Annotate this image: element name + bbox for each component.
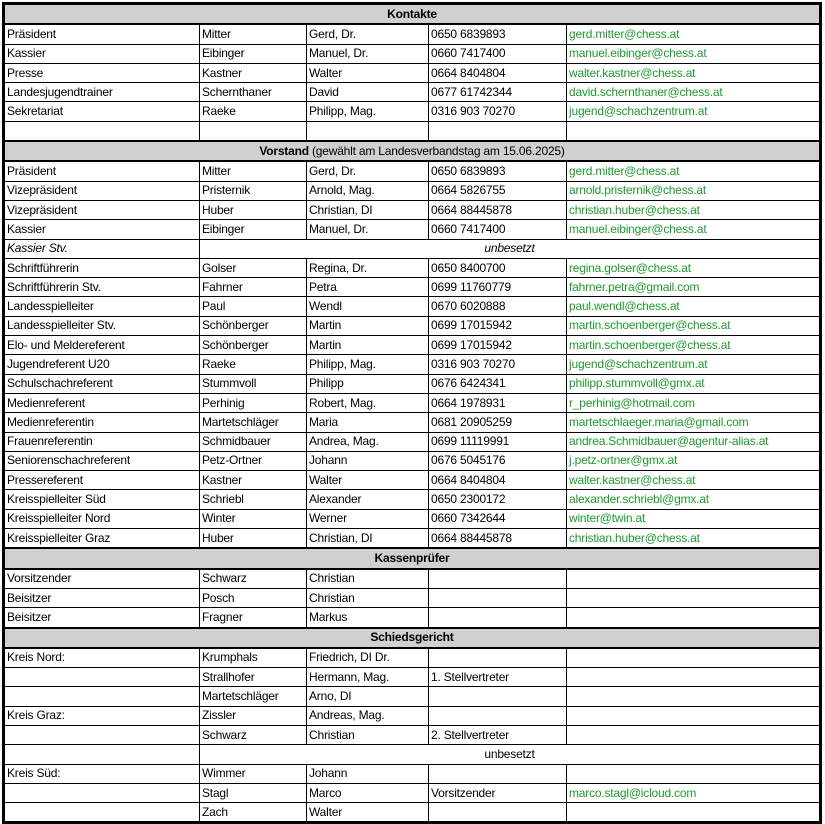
surname-cell: Schönberger: [200, 316, 307, 335]
table-row: [4, 239, 821, 258]
phone-cell: [429, 687, 567, 706]
role-cell: Präsident: [4, 161, 200, 181]
section-title-cell: [4, 548, 821, 568]
phone-cell: 0316 903 70270: [429, 102, 567, 121]
first-name-cell: Marco: [307, 783, 429, 802]
first-name-cell: Christian: [307, 588, 429, 607]
phone-cell: 0699 17015942: [429, 316, 567, 335]
email-cell: [567, 803, 821, 823]
first-name-cell: Philipp, Mag.: [307, 102, 429, 121]
phone-cell: 0664 5826755: [429, 181, 567, 200]
phone-cell: [429, 608, 567, 628]
surname-cell: Eibinger: [200, 44, 307, 63]
role-cell: Sekretariat: [4, 102, 200, 121]
phone-cell: 0660 7342644: [429, 509, 567, 528]
table-row: [4, 687, 821, 706]
role-cell: Pressereferent: [4, 471, 200, 490]
email-cell[interactable]: paul.wendl@chess.at: [567, 297, 821, 316]
table-row: [4, 278, 821, 297]
email-cell[interactable]: manuel.eibinger@chess.at: [567, 220, 821, 239]
email-cell: [567, 706, 821, 725]
email-cell: [567, 764, 821, 783]
first-name-cell: Walter: [307, 803, 429, 823]
table-row: [4, 63, 821, 82]
section-title: Kassenprüfer: [374, 550, 450, 565]
phone-cell: 0699 11119991: [429, 432, 567, 451]
phone-cell: 0650 6839893: [429, 161, 567, 181]
role-cell: Frauenreferentin: [4, 432, 200, 451]
first-name-cell: Walter: [307, 63, 429, 82]
email-cell[interactable]: martin.schoenberger@chess.at: [567, 316, 821, 335]
first-name-cell: Arnold, Mag.: [307, 181, 429, 200]
phone-cell: 0664 8404804: [429, 63, 567, 82]
first-name-cell: Martin: [307, 316, 429, 335]
phone-cell: 0660 7417400: [429, 220, 567, 239]
email-cell[interactable]: christian.huber@chess.at: [567, 529, 821, 549]
role-cell: [4, 687, 200, 706]
phone-cell: 0316 903 70270: [429, 355, 567, 374]
surname-cell: Martetschläger: [200, 413, 307, 432]
surname-cell: Huber: [200, 200, 307, 219]
table-row: [4, 83, 821, 102]
table-row: [4, 648, 821, 668]
first-name-cell: Martin: [307, 336, 429, 355]
table-row: [4, 258, 821, 277]
role-cell: Seniorenschachreferent: [4, 451, 200, 470]
role-cell: [4, 725, 200, 744]
role-cell: Vizepräsident: [4, 200, 200, 219]
surname-cell: Eibinger: [200, 220, 307, 239]
surname-cell: Wimmer: [200, 764, 307, 783]
role-cell: Landesspielleiter Stv.: [4, 316, 200, 335]
table-row: [4, 588, 821, 607]
role-cell: Kassier: [4, 220, 200, 239]
first-name-cell: Christian, DI: [307, 200, 429, 219]
table-row: [4, 181, 821, 200]
role-cell: Schriftführerin: [4, 258, 200, 277]
phone-cell: [429, 648, 567, 668]
table-row: [4, 297, 821, 316]
surname-cell: Raeke: [200, 102, 307, 121]
table-row: [4, 569, 821, 589]
first-name-cell: Alexander: [307, 490, 429, 509]
email-cell[interactable]: christian.huber@chess.at: [567, 200, 821, 219]
role-cell: Schulschachreferent: [4, 374, 200, 393]
phone-cell: 0670 6020888: [429, 297, 567, 316]
phone-cell: 0650 8400700: [429, 258, 567, 277]
email-cell: [567, 668, 821, 687]
role-cell: Kreis Graz:: [4, 706, 200, 725]
table-row: [4, 668, 821, 687]
email-cell[interactable]: martetschlaeger.maria@gmail.com: [567, 413, 821, 432]
role-cell: Landesspielleiter: [4, 297, 200, 316]
table-row: [4, 529, 821, 549]
role-cell: Kassier: [4, 44, 200, 63]
email-cell[interactable]: fahrner.petra@gmail.com: [567, 278, 821, 297]
section-note: (gewählt am Landesverbandstag am 15.06.2025): [308, 143, 565, 158]
section-header-vorstand: [4, 141, 821, 161]
section-title-cell: [4, 4, 821, 25]
phone-cell: [429, 588, 567, 607]
role-cell: Medienreferent: [4, 393, 200, 412]
surname-cell: Stummvoll: [200, 374, 307, 393]
role-cell: [4, 783, 200, 802]
first-name-cell: Manuel, Dr.: [307, 44, 429, 63]
role-cell: [4, 803, 200, 823]
first-name-cell: Andreas, Mag.: [307, 706, 429, 725]
first-name-cell: Gerd, Dr.: [307, 161, 429, 181]
email-cell: [567, 648, 821, 668]
phone-cell: 0676 5045176: [429, 451, 567, 470]
role-cell: Beisitzer: [4, 588, 200, 607]
role-cell: Elo- und Meldereferent: [4, 336, 200, 355]
table-row: [4, 161, 821, 181]
surname-cell: [200, 121, 307, 141]
surname-cell: Perhinig: [200, 393, 307, 412]
role-cell: Kreisspielleiter Graz: [4, 529, 200, 549]
email-cell[interactable]: r_perhinig@hotmail.com: [567, 393, 821, 412]
first-name-cell: Johann: [307, 451, 429, 470]
email-cell: [567, 687, 821, 706]
table-row: [4, 432, 821, 451]
surname-cell: Schriebl: [200, 490, 307, 509]
section-header-schiedsgericht: [4, 628, 821, 648]
first-name-cell: Hermann, Mag.: [307, 668, 429, 687]
section-title: Vorstand: [259, 143, 309, 158]
first-name-cell: Manuel, Dr.: [307, 220, 429, 239]
section-title-cell: [4, 628, 821, 648]
table-row: [4, 393, 821, 412]
surname-cell: Strallhofer: [200, 668, 307, 687]
surname-cell: Mitter: [200, 24, 307, 44]
section-title: Schiedsgericht: [370, 630, 454, 645]
phone-cell: 1. Stellvertreter: [429, 668, 567, 687]
first-name-cell: Petra: [307, 278, 429, 297]
table-row: [4, 471, 821, 490]
surname-cell: Schmidbauer: [200, 432, 307, 451]
surname-cell: Krumphals: [200, 648, 307, 668]
vacant-cell: unbesetzt: [200, 239, 821, 258]
phone-cell: 0664 88445878: [429, 529, 567, 549]
phone-cell: 0650 2300172: [429, 490, 567, 509]
table-row: [4, 764, 821, 783]
first-name-cell: Christian: [307, 725, 429, 744]
table-row: [4, 316, 821, 335]
surname-cell: Stagl: [200, 783, 307, 802]
role-cell: Beisitzer: [4, 608, 200, 628]
phone-cell: 0664 8404804: [429, 471, 567, 490]
surname-cell: Mitter: [200, 161, 307, 181]
surname-cell: Raeke: [200, 355, 307, 374]
email-cell[interactable]: andrea.Schmidbauer@agentur-alias.at: [567, 432, 821, 451]
surname-cell: Posch: [200, 588, 307, 607]
table-row: [4, 200, 821, 219]
first-name-cell: Robert, Mag.: [307, 393, 429, 412]
first-name-cell: Werner: [307, 509, 429, 528]
phone-cell: 0676 6424341: [429, 374, 567, 393]
surname-cell: Kastner: [200, 63, 307, 82]
first-name-cell: Walter: [307, 471, 429, 490]
surname-cell: Martetschläger: [200, 687, 307, 706]
section-title-cell: [4, 141, 821, 161]
first-name-cell: Maria: [307, 413, 429, 432]
phone-cell: 0681 20905259: [429, 413, 567, 432]
table-row: [4, 355, 821, 374]
email-cell[interactable]: walter.kastner@chess.at: [567, 471, 821, 490]
contacts-table: [2, 2, 822, 824]
email-cell[interactable]: marco.stagl@icloud.com: [567, 783, 821, 802]
email-cell[interactable]: walter.kastner@chess.at: [567, 63, 821, 82]
email-cell[interactable]: j.petz-ortner@gmx.at: [567, 451, 821, 470]
first-name-cell: Gerd, Dr.: [307, 24, 429, 44]
role-cell: Schriftführerin Stv.: [4, 278, 200, 297]
email-cell[interactable]: david.schernthaner@chess.at: [567, 83, 821, 102]
first-name-cell: Friedrich, DI Dr.: [307, 648, 429, 668]
table-row: [4, 24, 821, 44]
phone-cell: [429, 803, 567, 823]
first-name-cell: Philipp: [307, 374, 429, 393]
role-cell: [4, 745, 200, 764]
email-cell[interactable]: philipp.stummvoll@gmx.at: [567, 374, 821, 393]
role-cell: [4, 121, 200, 141]
table-row: [4, 783, 821, 802]
section-header-kassenprüfer: [4, 548, 821, 568]
role-cell: Kreisspielleiter Süd: [4, 490, 200, 509]
first-name-cell: Christian: [307, 569, 429, 589]
role-cell: Kreis Süd:: [4, 764, 200, 783]
email-cell[interactable]: winter@twin.at: [567, 509, 821, 528]
phone-cell: 0699 11760779: [429, 278, 567, 297]
role-cell: Vorsitzender: [4, 569, 200, 589]
phone-cell: 0664 88445878: [429, 200, 567, 219]
email-cell: [567, 588, 821, 607]
role-cell: Kreis Nord:: [4, 648, 200, 668]
table-row: [4, 803, 821, 823]
role-cell: Jugendreferent U20: [4, 355, 200, 374]
surname-cell: Schwarz: [200, 569, 307, 589]
table-row: [4, 725, 821, 744]
phone-cell: 0699 17015942: [429, 336, 567, 355]
role-cell: Landesjugendtrainer: [4, 83, 200, 102]
phone-cell: [429, 706, 567, 725]
email-cell: [567, 725, 821, 744]
phone-cell: [429, 764, 567, 783]
surname-cell: Golser: [200, 258, 307, 277]
phone-cell: 0677 61742344: [429, 83, 567, 102]
first-name-cell: Regina, Dr.: [307, 258, 429, 277]
role-cell: Presse: [4, 63, 200, 82]
first-name-cell: Arno, DI: [307, 687, 429, 706]
table-row: [4, 44, 821, 63]
table-row: [4, 336, 821, 355]
email-cell[interactable]: jugend@schachzentrum.at: [567, 102, 821, 121]
first-name-cell: [307, 121, 429, 141]
section-title: Kontakte: [387, 6, 437, 21]
email-cell[interactable]: regina.golser@chess.at: [567, 258, 821, 277]
surname-cell: Petz-Ortner: [200, 451, 307, 470]
role-cell: Kassier Stv.: [4, 239, 200, 258]
first-name-cell: Christian, DI: [307, 529, 429, 549]
role-cell: Vizepräsident: [4, 181, 200, 200]
first-name-cell: Markus: [307, 608, 429, 628]
surname-cell: Pristernik: [200, 181, 307, 200]
section-header-kontakte: [4, 4, 821, 25]
phone-cell: [429, 569, 567, 589]
table-row: [4, 451, 821, 470]
surname-cell: Zach: [200, 803, 307, 823]
email-cell[interactable]: jugend@schachzentrum.at: [567, 355, 821, 374]
table-row: [4, 102, 821, 121]
first-name-cell: Wendl: [307, 297, 429, 316]
surname-cell: Schernthaner: [200, 83, 307, 102]
table-row: [4, 374, 821, 393]
surname-cell: Kastner: [200, 471, 307, 490]
surname-cell: Schönberger: [200, 336, 307, 355]
phone-cell: [429, 121, 567, 141]
email-cell[interactable]: arnold.pristernik@chess.at: [567, 181, 821, 200]
vacant-cell: unbesetzt: [200, 745, 821, 764]
role-cell: Kreisspielleiter Nord: [4, 509, 200, 528]
table-row: [4, 121, 821, 141]
table-row: [4, 509, 821, 528]
surname-cell: Zissler: [200, 706, 307, 725]
role-cell: Präsident: [4, 24, 200, 44]
phone-cell: 0650 6839893: [429, 24, 567, 44]
table-row: [4, 706, 821, 725]
surname-cell: Paul: [200, 297, 307, 316]
role-cell: Medienreferentin: [4, 413, 200, 432]
table-row: [4, 745, 821, 764]
table-row: [4, 413, 821, 432]
email-cell[interactable]: alexander.schriebl@gmx.at: [567, 490, 821, 509]
surname-cell: Winter: [200, 509, 307, 528]
email-cell: [567, 608, 821, 628]
surname-cell: Huber: [200, 529, 307, 549]
surname-cell: Fragner: [200, 608, 307, 628]
table-row: [4, 608, 821, 628]
email-cell[interactable]: manuel.eibinger@chess.at: [567, 44, 821, 63]
surname-cell: Schwarz: [200, 725, 307, 744]
email-cell: [567, 121, 821, 141]
email-cell[interactable]: martin.schoenberger@chess.at: [567, 336, 821, 355]
phone-cell: 2. Stellvertreter: [429, 725, 567, 744]
first-name-cell: Johann: [307, 764, 429, 783]
email-cell: [567, 569, 821, 589]
phone-cell: 0660 7417400: [429, 44, 567, 63]
phone-cell: Vorsitzender: [429, 783, 567, 802]
first-name-cell: David: [307, 83, 429, 102]
table-row: [4, 220, 821, 239]
email-cell[interactable]: gerd.mitter@chess.at: [567, 161, 821, 181]
table-row: [4, 490, 821, 509]
first-name-cell: Andrea, Mag.: [307, 432, 429, 451]
role-cell: [4, 668, 200, 687]
phone-cell: 0664 1978931: [429, 393, 567, 412]
first-name-cell: Philipp, Mag.: [307, 355, 429, 374]
surname-cell: Fahrner: [200, 278, 307, 297]
email-cell[interactable]: gerd.mitter@chess.at: [567, 24, 821, 44]
